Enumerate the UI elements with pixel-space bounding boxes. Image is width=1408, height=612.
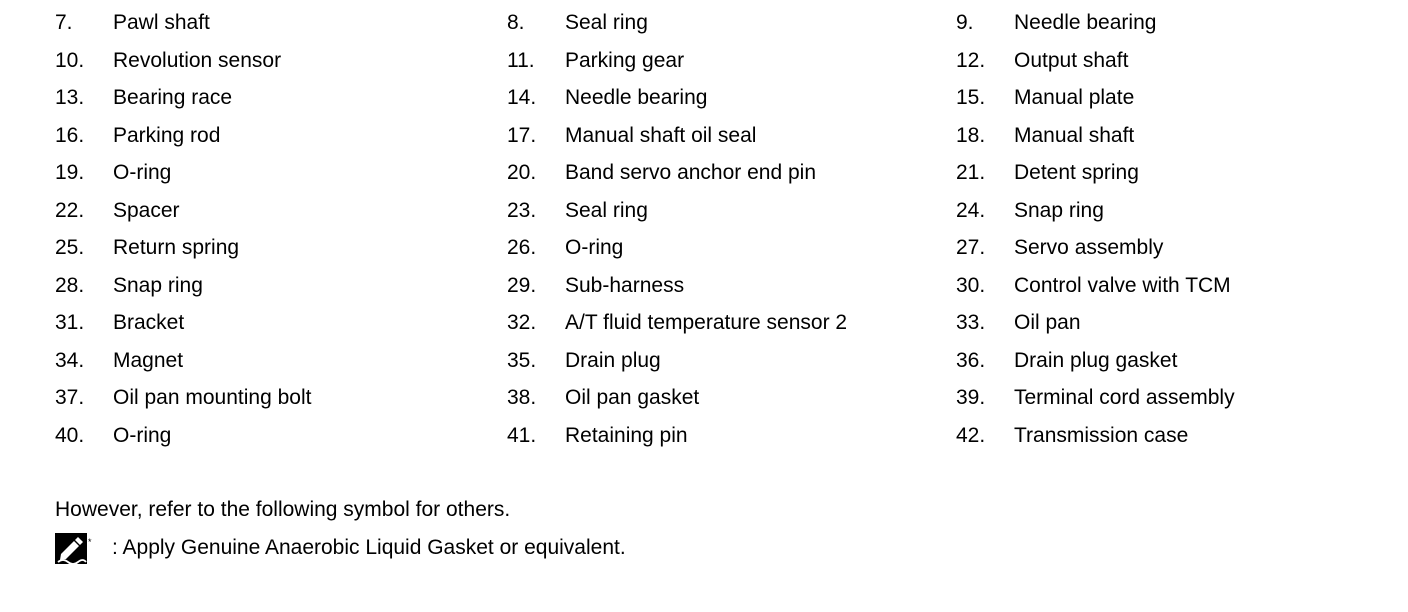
part-item [507, 304, 847, 342]
part-name: A/T fluid temperature sensor 2 [565, 311, 848, 334]
part-number: 17. [507, 123, 537, 147]
symbol-legend [55, 529, 955, 566]
part-number: 34. [55, 348, 85, 372]
part-name: Oil pan [1014, 311, 1081, 334]
part-item [55, 4, 210, 42]
parts-row [0, 342, 1408, 380]
svg-text:*: * [88, 537, 92, 547]
part-item [55, 267, 203, 305]
part-number: 25. [55, 236, 85, 259]
parts-row [0, 4, 1408, 42]
part-item [956, 304, 1081, 342]
part-item [507, 417, 688, 455]
part-name: Output shaft [1014, 48, 1129, 72]
part-item [956, 4, 1156, 42]
parts-row [0, 192, 1408, 230]
part-name: Return spring [113, 236, 240, 259]
part-item [55, 42, 281, 80]
part-number: 14. [507, 86, 537, 109]
part-item [55, 417, 171, 455]
part-item [55, 79, 232, 117]
part-item [507, 154, 816, 192]
part-number: 42. [956, 423, 986, 447]
part-name: Spacer [113, 198, 180, 222]
part-item [507, 379, 699, 417]
part-name: O-ring [113, 423, 172, 447]
part-number: 33. [956, 311, 986, 334]
part-item [956, 79, 1134, 117]
part-name: Retaining pin [565, 423, 688, 447]
parts-row [0, 42, 1408, 80]
part-number: 13. [55, 86, 85, 109]
part-number: 27. [956, 236, 986, 259]
part-item [55, 154, 171, 192]
part-item [956, 379, 1235, 417]
part-item [956, 342, 1177, 380]
part-number: 21. [956, 161, 986, 184]
part-number: 38. [507, 386, 537, 409]
part-number: 36. [956, 348, 986, 372]
part-item [55, 192, 180, 230]
part-item [55, 342, 183, 380]
part-number: 40. [55, 423, 85, 447]
part-name: Oil pan gasket [565, 386, 700, 409]
part-name: Seal ring [565, 11, 648, 34]
part-item [55, 379, 311, 417]
part-item [507, 117, 756, 155]
parts-row [0, 79, 1408, 117]
part-number: 22. [55, 198, 85, 222]
part-name: Drain plug gasket [1014, 348, 1178, 372]
parts-row [0, 417, 1408, 455]
part-name: Control valve with TCM [1014, 273, 1231, 297]
part-name: Transmission case [1014, 423, 1189, 447]
part-number: 37. [55, 386, 85, 409]
part-number: 28. [55, 273, 85, 297]
part-number: 12. [956, 48, 986, 72]
part-name: O-ring [113, 161, 172, 184]
part-name: Needle bearing [1014, 11, 1157, 34]
parts-list [0, 4, 1408, 454]
part-number: 24. [956, 198, 986, 222]
part-number: 39. [956, 386, 986, 409]
liquid-gasket-applicator-icon [55, 533, 93, 569]
part-number: 10. [55, 48, 85, 72]
part-number: 31. [55, 311, 85, 334]
parts-row [0, 154, 1408, 192]
part-name: Pawl shaft [113, 11, 210, 34]
part-number: 32. [507, 311, 537, 334]
part-number: 41. [507, 423, 537, 447]
part-name: Servo assembly [1014, 236, 1164, 259]
part-number: 16. [55, 123, 85, 147]
part-item [956, 417, 1188, 455]
part-item [507, 229, 623, 267]
part-number: 8. [507, 11, 525, 34]
part-name: Seal ring [565, 198, 648, 222]
part-number: 19. [55, 161, 85, 184]
part-item [55, 304, 184, 342]
part-name: Bracket [113, 311, 185, 334]
part-number: 20. [507, 161, 537, 184]
part-item [956, 42, 1128, 80]
part-item [956, 267, 1231, 305]
part-name: Revolution sensor [113, 48, 282, 72]
part-name: Manual shaft [1014, 123, 1135, 147]
part-item [55, 117, 220, 155]
part-name: Manual plate [1014, 86, 1135, 109]
part-number: 7. [55, 11, 73, 34]
legend-description: : Apply Genuine Anaerobic Liquid Gasket or equivalent. [112, 536, 626, 559]
part-number: 11. [507, 48, 535, 72]
parts-row [0, 304, 1408, 342]
part-name: Needle bearing [565, 86, 708, 109]
parts-row [0, 229, 1408, 267]
parts-row [0, 117, 1408, 155]
part-number: 26. [507, 236, 537, 259]
part-name: Parking rod [113, 123, 221, 147]
part-number: 29. [507, 273, 537, 297]
part-name: Detent spring [1014, 161, 1139, 184]
part-name: Parking gear [565, 48, 685, 72]
part-item [956, 192, 1104, 230]
parts-row [0, 267, 1408, 305]
part-name: Drain plug [565, 348, 661, 372]
part-number: 9. [956, 11, 974, 34]
parts-row [0, 379, 1408, 417]
part-name: Snap ring [113, 273, 203, 297]
part-number: 15. [956, 86, 986, 109]
part-number: 35. [507, 348, 537, 372]
part-item [507, 4, 648, 42]
part-name: Bearing race [113, 86, 233, 109]
part-item [507, 267, 684, 305]
part-name: Oil pan mounting bolt [113, 386, 312, 409]
part-name: Snap ring [1014, 198, 1104, 222]
part-item [956, 229, 1163, 267]
part-item [956, 154, 1139, 192]
part-name: Band servo anchor end pin [565, 161, 817, 184]
symbol-note: However, refer to the following symbol for others. [55, 498, 511, 521]
part-item [55, 229, 239, 267]
part-item [507, 342, 661, 380]
part-name: Terminal cord assembly [1014, 386, 1235, 409]
part-item [507, 79, 707, 117]
part-name: Magnet [113, 348, 184, 372]
part-number: 18. [956, 123, 986, 147]
part-name: Manual shaft oil seal [565, 123, 757, 147]
part-item [956, 117, 1134, 155]
part-item [507, 42, 684, 80]
part-name: Sub-harness [565, 273, 685, 297]
part-name: O-ring [565, 236, 624, 259]
part-number: 23. [507, 198, 537, 222]
part-item [507, 192, 648, 230]
part-number: 30. [956, 273, 986, 297]
